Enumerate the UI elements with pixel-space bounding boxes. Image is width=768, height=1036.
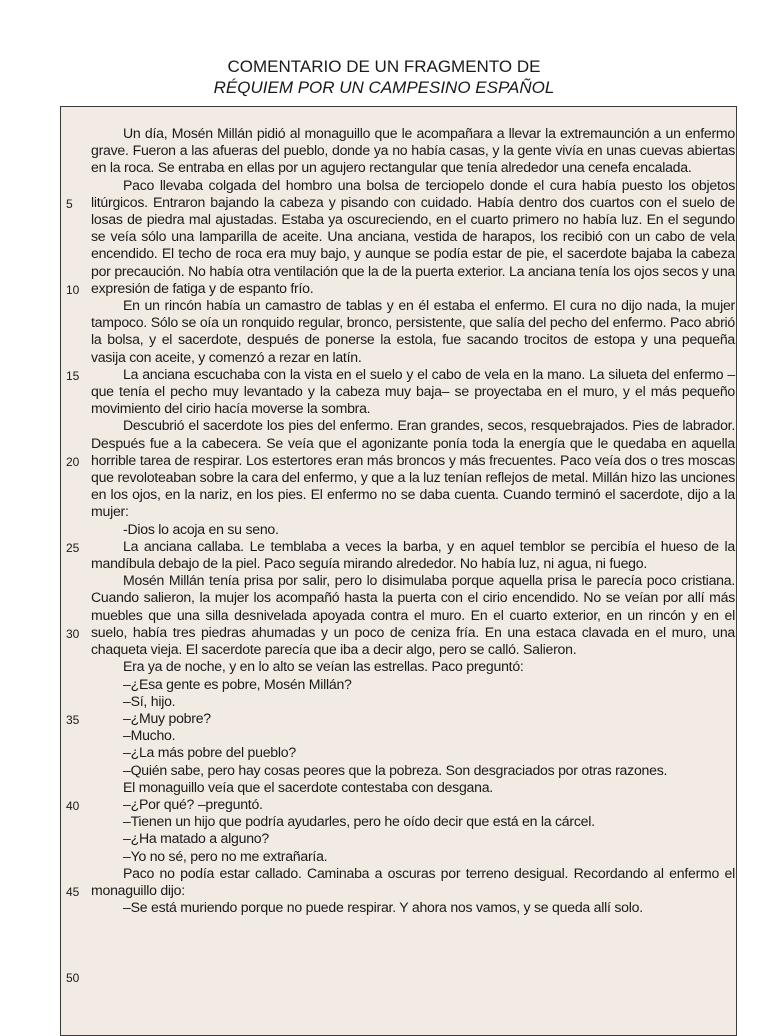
dialogue-line: –¿Por qué? –preguntó.	[123, 795, 263, 812]
dialogue-line: –Se está muriendo porque no puede respirar. Y ahora nos vamos, y se queda allí solo.	[123, 899, 643, 916]
paragraph: Un día, Mosén Millán pidió al monaguillo que le acompañara a llevar la extremaunción a un enfermo grave. Fueron a las afueras del pueblo, donde ya no había casas, y la gente vivía en unas cuevas abiertas en la roca. Se entraba en ellas por un agujero rectangular que tenía alrededor una cenefa encalada.	[91, 125, 735, 176]
line-number: 10	[66, 283, 80, 297]
title-line-2: RÉQUIEM POR UN CAMPESINO ESPAÑOL	[213, 78, 555, 97]
paragraph: La anciana callaba. Le temblaba a veces la barba, y en aquel temblor se percibía el hueso de la mandíbula debajo de la piel. Paco seguía mirando alrededor. No había luz, ni agua, ni fuego.	[91, 537, 735, 572]
fragment-text	[91, 125, 735, 916]
line-number: 50	[66, 971, 80, 985]
dialogue-line: –¿Ha matado a alguno?	[123, 830, 269, 847]
dialogue-line: -Dios lo acoja en su seno.	[123, 520, 279, 537]
dialogue-line: –Tienen un hijo que podría ayudarles, pero he oído decir que está en la cárcel.	[123, 813, 595, 830]
dialogue-line: Era ya de noche, y en lo alto se veían las estrellas. Paco preguntó:	[123, 658, 524, 675]
paragraph: En un rincón había un camastro de tablas y en él estaba el enfermo. El cura no dijo nada, la mujer tampoco. Sólo se oía un ronquido regular, bronco, persistente, que salía del pecho del enfermo. Paco abrió la bolsa, y el sacerdote, después de ponerse la estola, fue sacando trocitos de estopa y una pequeña vasija con aceite, y comenzó a rezar en latín.	[91, 297, 735, 365]
line-number: 35	[66, 713, 80, 727]
dialogue-line: –¿La más pobre del pueblo?	[123, 744, 296, 761]
dialogue-line: El monaguillo veía que el sacerdote contestaba con desgana.	[123, 778, 493, 795]
line-number: 45	[66, 885, 80, 899]
paragraph: Paco no podía estar callado. Caminaba a oscuras por terreno desigual. Recordando al enfermo el monaguillo dijo:	[91, 864, 735, 898]
paragraph: Descubrió el sacerdote los pies del enfermo. Eran grandes, secos, resquebrajados. Pies de labrador. Después fue a la cabecera. Se veía que el agonizante ponía toda la energía que le quedaba en aquella horrible tarea de respirar. Los estertores eran más broncos y más frecuentes. Paco veía dos o tres moscas que revoloteaban sobre la cara del enfermo, y que a la luz tenían reflejos de metal. Millán hizo las unciones en los ojos, en la nariz, en los pies. El enfermo no se daba cuenta. Cuando terminó el sacerdote, dijo a la mujer:	[91, 417, 735, 520]
line-number: 15	[66, 369, 80, 383]
line-number: 5	[66, 197, 73, 211]
dialogue-line: –Quién sabe, pero hay cosas peores que la pobreza. Son desgraciados por otras razones.	[123, 761, 668, 778]
dialogue-line: –Sí, hijo.	[123, 692, 176, 709]
line-number: 40	[66, 799, 80, 813]
document-title	[0, 56, 768, 98]
line-number: 30	[66, 627, 80, 641]
paragraph: Paco llevaba colgada del hombro una bolsa de terciopelo donde el cura había puesto los objetos litúrgicos. Entraron bajando la cabeza y pisando con cuidado. Había dentro dos cuartos con el suelo de losas de piedra mal ajustadas. Estaba ya oscureciendo, en el cuarto primero no había luz. En el segundo se veía sólo una lamparilla de aceite. Una anciana, vestida de harapos, los recibió con un cabo de vela encendido. El techo de roca era muy bajo, y aunque se podía estar de pie, el sacerdote bajaba la cabeza por precaución. No había otra ventilación que la de la puerta exterior. La anciana tenía los ojos secos y una expresión de fatiga y de espanto frío.	[91, 176, 735, 296]
dialogue-line: –Yo no sé, pero no me extrañaría.	[123, 847, 328, 864]
dialogue-line: –¿Muy pobre?	[123, 709, 211, 726]
dialogue-line: –Mucho.	[123, 727, 176, 744]
title-line-1: COMENTARIO DE UN FRAGMENTO DE	[227, 57, 541, 76]
line-number: 20	[66, 455, 80, 469]
dialogue-line: –¿Esa gente es pobre, Mosén Millán?	[123, 675, 352, 692]
paragraph: La anciana escuchaba con la vista en el suelo y el cabo de vela en la mano. La silueta del enfermo –que tenía el pecho muy levantado y la cabeza muy baja– se proyectaba en el muro, y el más pequeño movimiento del cirio hacía moverse la sombra.	[91, 365, 735, 417]
line-number: 25	[66, 541, 80, 555]
paragraph: Mosén Millán tenía prisa por salir, pero lo disimulaba porque aquella prisa le parecía poco cristiana. Cuando salieron, la mujer los acompañó hasta la puerta con el cirio encendido. No se veían por allí más muebles que una silla desnivelada apoyada contra el muro. En el cuarto exterior, en un rincón y en el suelo, había tres piedras ahumadas y un poco de ceniza fría. En una estaca clavada en el muro, una chaqueta vieja. El sacerdote parecía que iba a decir algo, pero se calló. Salieron.	[91, 572, 735, 658]
